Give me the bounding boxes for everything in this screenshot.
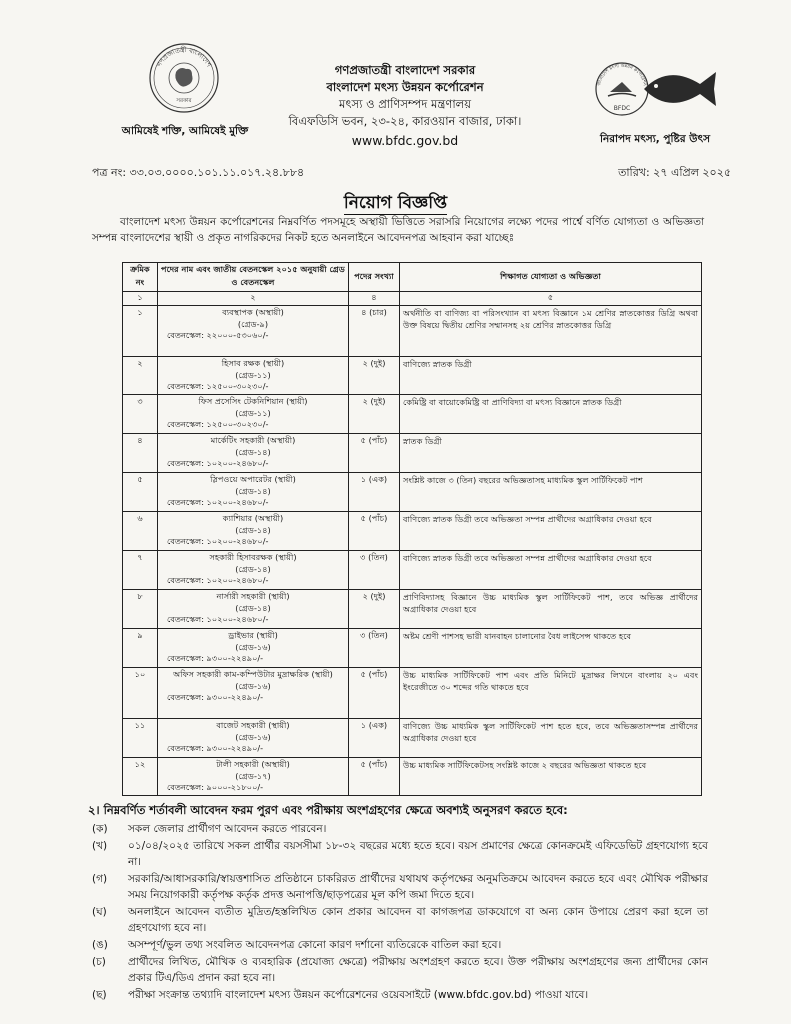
count-cell: ৩ (তিন): [349, 629, 400, 668]
serial-cell: ১০: [123, 668, 158, 719]
count-cell: ৫ (পাঁচ): [349, 668, 400, 719]
bfdc-fish-logo-icon: [592, 58, 720, 120]
col-qual-header: শিক্ষাগত যোগ্যতা ও অভিজ্ঞতা: [400, 263, 702, 292]
svg-text:গণপ্রজাতন্ত্রী বাংলাদেশ: [155, 45, 214, 69]
count-cell: ১ (এক): [349, 719, 400, 758]
memo-number: পত্র নং: ৩৩.০৩.০০০০.১০১.১১.০১৭.২৪.৮৮৪: [92, 166, 305, 179]
conditions-heading: ২। নিম্নবর্ণিত শর্তাবলী আবেদন ফরম পুরণ এবং পরীক্ষায় অংশগ্রহণের ক্ষেত্রে অবশ্যই অনুসরণ করতে হবে:: [88, 803, 568, 817]
count-cell: ৫ (পাঁচ): [349, 434, 400, 473]
post-payscale: বেতনস্কেল: ১০২০০-২৪৬৮০/-: [167, 536, 269, 546]
post-cell: [158, 719, 349, 758]
post-grade: (গ্রেড-১৬): [235, 680, 271, 691]
qualification-cell: বাণিজ্যে স্নাতক ডিগ্রী: [400, 357, 702, 395]
conditions-list: [92, 821, 708, 1004]
post-name: ড্রাইভার (স্থায়ী): [228, 630, 278, 640]
serial-cell: ৫: [123, 473, 158, 512]
post-cell: [158, 357, 349, 395]
serial-cell: ৭: [123, 551, 158, 590]
post-grade: (গ্রেড-১৪): [235, 446, 271, 457]
post-payscale: বেতনস্কেল: ৯৩০০-২২৪৯০/-: [167, 653, 264, 663]
corporation-name: বাংলাদেশ মৎস্য উন্নয়ন কর্পোরেশন: [326, 80, 484, 94]
post-name: ক্যাশিয়ার (অস্থায়ী): [222, 513, 284, 523]
serial-cell: ৩: [123, 395, 158, 434]
column-number: ৪: [349, 292, 400, 306]
post-cell: [158, 551, 349, 590]
column-number: ৫: [400, 292, 702, 306]
post-grade: (গ্রেড-১৭): [235, 770, 271, 781]
post-name: হিসাব রক্ষক (স্থায়ী): [221, 358, 285, 368]
list-item: [92, 904, 708, 936]
count-cell: ২ (দুই): [349, 395, 400, 434]
table-row: [123, 668, 702, 719]
post-cell: [158, 758, 349, 796]
ministry-name: মৎস্য ও প্রাণিসম্পদ মন্ত্রণালয়: [338, 97, 472, 111]
table-row: [123, 306, 702, 357]
post-name: অফিস সহকারী কাম-কম্পিউটার মুদ্রাক্ষরিক (স্থায়ী): [173, 669, 333, 679]
logo-text: বাংলাদেশ মৎস্য উন্নয়ন কর্পোরেশন: [597, 63, 647, 87]
post-name: ফিস প্রসেসিং টেকনিশিয়ান (স্থায়ী): [198, 396, 308, 406]
table-row: [123, 719, 702, 758]
post-payscale: বেতনস্কেল: ২২০০০-৫৩০৬০/-: [167, 330, 269, 340]
post-cell: [158, 434, 349, 473]
post-grade: (গ্রেড-১১): [235, 369, 271, 380]
serial-cell: ১২: [123, 758, 158, 796]
post-name: মার্কেটিং সহকারী (অস্থায়ী): [210, 435, 296, 445]
logo-abbr: BFDC: [613, 105, 631, 112]
count-cell: ২ (দুই): [349, 357, 400, 395]
notice-title-text: নিয়োগ বিজ্ঞপ্তি: [343, 193, 448, 213]
letterhead: [260, 62, 550, 149]
condition-text: প্রার্থীদের লিখিত, মৌখিক ও ব্যবহারিক (প্রযোজ্য ক্ষেত্রে) পরীক্ষায় অংশগ্রহণ করতে হবে। উক্ত পরীক্ষায় অংশগ্রহণের জন্য প্রার্থীদের কোন প্রকার টিএ/ডিএ প্রদান করা হবে না।: [128, 956, 708, 984]
memo-date: তারিখ: ২৭ এপ্রিল ২০২৫: [618, 166, 731, 179]
qualification-cell: প্রাণিবিদ্যাসহ বিজ্ঞানে উচ্চ মাধ্যমিক স্কুল সার্টিফিকেট পাশ, তবে অভিজ্ঞ প্রার্থীদের অগ্রাধিকার দেওয়া হবে: [400, 590, 702, 629]
table-row: [123, 512, 702, 551]
serial-cell: ৮: [123, 590, 158, 629]
table-row: [123, 551, 702, 590]
post-cell: [158, 629, 349, 668]
post-grade: (গ্রেড-১৪): [235, 524, 271, 535]
website-link[interactable]: www.bfdc.gov.bd: [351, 133, 459, 148]
column-number: ১: [123, 292, 158, 306]
list-item: [92, 937, 708, 953]
seal-subtext: সরকার: [176, 98, 192, 104]
condition-text: সকল জেলার প্রার্থীগণ আবেদন করতে পারবেন।: [128, 823, 327, 835]
office-address: বিএফডিসি ভবন, ২৩-২৪, কারওয়ান বাজার, ঢাকা।: [288, 114, 522, 128]
list-item: [92, 987, 708, 1003]
government-seal-icon: [148, 42, 220, 114]
table-row: [123, 357, 702, 395]
condition-text: অসম্পূর্ণ/ভুল তথ্য সংবলিত আবেদনপত্র কোনো কারণ দর্শানো ব্যতিরেকে বাতিল করা হবে।: [128, 939, 502, 951]
post-name: নার্সারী সহকারী (স্থায়ী): [216, 591, 290, 601]
post-grade: (গ্রেড-১১): [235, 407, 271, 418]
table-row: [123, 395, 702, 434]
condition-text: অনলাইনে আবেদন ব্যতীত মুদ্রিত/হস্তলিখিত কোন প্রকার আবেদন বা কাগজপত্র ডাকযোগে বা অন্য কোন উপায়ে প্রেরণ করা হলে তা গ্রহণযোগ্য হবে না।: [128, 906, 708, 934]
table-row: [123, 758, 702, 796]
post-name: স্লিপওয়ে অপারেটর (স্থায়ী): [210, 474, 296, 484]
condition-marker: (ক): [92, 823, 108, 835]
motto-left: আমিষেই শক্তি, আমিষেই মুক্তি: [121, 125, 249, 137]
post-payscale: বেতনস্কেল: ৯৩০০-২২৪৯০/-: [167, 743, 264, 753]
post-grade: (গ্রেড-৯): [237, 318, 269, 329]
post-name: ব্যবস্থাপক (অস্থায়ী): [222, 307, 284, 317]
post-grade: (গ্রেড-১৬): [235, 731, 271, 742]
column-number-row: [123, 292, 702, 306]
serial-cell: ৯: [123, 629, 158, 668]
table-row: [123, 629, 702, 668]
condition-marker: (ঘ): [92, 906, 107, 918]
count-cell: ৩ (তিন): [349, 551, 400, 590]
govt-name: গণপ্রজাতন্ত্রী বাংলাদেশ সরকার: [334, 63, 476, 77]
post-cell: [158, 512, 349, 551]
post-payscale: বেতনস্কেল: ১০২০০-২৪৬৮০/-: [167, 575, 269, 585]
post-payscale: বেতনস্কেল: ১০২০০-২৪৬৮০/-: [167, 497, 269, 507]
table-row: [123, 434, 702, 473]
post-cell: [158, 668, 349, 719]
count-cell: ৫ (পাঁচ): [349, 512, 400, 551]
post-payscale: বেতনস্কেল: ১২৫০০-৩০২৩০/-: [167, 419, 269, 429]
post-payscale: বেতনস্কেল: ১০২০০-২৪৬৮০/-: [167, 614, 269, 624]
qualification-cell: কেমিষ্ট্রি বা বায়োকেমিষ্ট্রি বা প্রাণিবিদ্যা বা মৎস্য বিজ্ঞানে স্নাতক ডিগ্রী: [400, 395, 702, 434]
count-cell: ২ (দুই): [349, 590, 400, 629]
count-cell: ৫ (পাঁচ): [349, 758, 400, 796]
list-item: [92, 954, 708, 986]
qualification-cell: সংশ্লিষ্ট কাজে ৩ (তিন) বছরের অভিজ্ঞতাসহ মাধ্যমিক স্কুল সার্টিফিকেট পাশ: [400, 473, 702, 512]
condition-text: সরকারি/আধাসরকারি/স্বায়ত্তশাসিত প্রতিষ্ঠানে চাকরিরত প্রার্থীদের যথাযথ কর্তৃপক্ষের অনুমতিক্রমে আবেদন করতে হবে এবং মৌখিক পরীক্ষার সময় নিয়োগকারী কর্তৃপক্ষ কর্তৃক প্রদত্ত অনাপত্তি/ছাড়পত্রের মূল কপি জমা দিতে হবে।: [128, 873, 708, 901]
notice-intro: বাংলাদেশ মৎস্য উন্নয়ন কর্পোরেশনের নিম্নবর্ণিত পদসমূহে অস্থায়ী ভিত্তিতে সরাসরি নিয়োগের লক্ষ্যে পদের পার্শ্বে বর্ণিত যোগ্যতা ও অভিজ্ঞতা সম্পন্ন বাংলাদেশের স্থায়ী ও প্রকৃত নাগরিকদের নিকট হতে অনলাইনে আবেদনপত্র আহবান করা যাচ্ছেঃ: [92, 216, 704, 244]
col-post-header: পদের নাম এবং জাতীয় বেতনস্কেল ২০১৫ অনুযায়ী গ্রেড ও বেতনস্কেল: [158, 263, 349, 292]
post-grade: (গ্রেড-১৪): [235, 563, 271, 574]
post-cell: [158, 590, 349, 629]
qualification-cell: অর্থনীতি বা বাণিজ্য বা পরিসংখ্যান বা মৎস্য বিজ্ঞানে ১ম শ্রেণির স্নাতকোত্তর ডিগ্রি অথবা উক্ত বিষয়ে দ্বিতীয় শ্রেণির সম্মানসহ ২য় শ্রেণির স্নাতকোত্তর ডিগ্রি: [400, 306, 702, 357]
post-grade: (গ্রেড-১৪): [235, 602, 271, 613]
post-grade: (গ্রেড-১৪): [235, 485, 271, 496]
qualification-cell: স্নাতক ডিগ্রী: [400, 434, 702, 473]
condition-marker: (খ): [92, 840, 108, 852]
list-item: [92, 821, 708, 837]
list-item: [92, 838, 708, 870]
motto-right: নিরাপদ মৎস্য, পুষ্টির উৎস: [599, 133, 711, 145]
table-row: [123, 590, 702, 629]
serial-cell: ৪: [123, 434, 158, 473]
serial-cell: ৬: [123, 512, 158, 551]
post-payscale: বেতনস্কেল: ১০২০০-২৪৬৮০/-: [167, 458, 269, 468]
qualification-cell: বাণিজ্যে স্নাতক ডিগ্রী তবে অভিজ্ঞতা সম্পন্ন প্রার্থীদের অগ্রাধিকার দেওয়া হবে: [400, 512, 702, 551]
post-grade: (গ্রেড-১৬): [235, 641, 271, 652]
qualification-cell: বাণিজ্যে স্নাতক ডিগ্রী তবে অভিজ্ঞতা সম্পন্ন প্রার্থীদের অগ্রাধিকার দেওয়া হবে: [400, 551, 702, 590]
condition-marker: (ঙ): [92, 939, 108, 951]
post-name: বাজেট সহকারী (স্থায়ী): [216, 720, 290, 730]
qualification-cell: অষ্টম শ্রেণী পাশসহ ভারী যানবাহন চালানোর বৈধ লাইসেন্স থাকতে হবে: [400, 629, 702, 668]
serial-cell: ১১: [123, 719, 158, 758]
table-row: [123, 473, 702, 512]
serial-cell: ২: [123, 357, 158, 395]
post-cell: [158, 473, 349, 512]
seal-text: গণপ্রজাতন্ত্রী বাংলাদেশ: [155, 45, 214, 69]
condition-marker: (চ): [92, 956, 106, 968]
count-cell: ১ (এক): [349, 473, 400, 512]
qualification-cell: উচ্চ মাধ্যমিক সার্টিফিকেট পাশ এবং প্রতি মিনিটে মুদ্রাক্ষর লিখনে বাংলায় ২০ এবং ইংরেজীতে ৩০ শব্দের গতি থাকতে হবে: [400, 668, 702, 719]
post-payscale: বেতনস্কেল: ৯০০০-২১৮০০/-: [167, 782, 264, 792]
post-name: সহকারী হিসাবরক্ষক (স্থায়ী): [209, 552, 297, 562]
condition-text: ০১/০৪/২০২৫ তারিখে সকল প্রার্থীর বয়সসীমা ১৮-৩২ বছরের মধ্যে হতে হবে। বয়স প্রমাণের ক্ষেত্রে কোনক্রমেই এফিডেভিট গ্রহণযোগ্য হবে না।: [128, 840, 708, 868]
post-name: টালী সহকারী (অস্থায়ী): [216, 759, 290, 769]
col-serial-header: ক্রমিক নং: [123, 263, 158, 292]
qualification-cell: উচ্চ মাধ্যমিক সার্টিফিকেটসহ সংশ্লিষ্ট কাজে ২ বছরের অভিজ্ঞতা থাকতে হবে: [400, 758, 702, 796]
condition-marker: (গ): [92, 873, 108, 885]
col-count-header: পদের সংখ্যা: [349, 263, 400, 292]
qualification-cell: বাণিজ্যে উচ্চ মাধ্যমিক স্কুল সার্টিফিকেট পাশ হতে হবে, তবে অভিজ্ঞতাসম্পন্ন প্রার্থীদের অগ্রাধিকার দেওয়া হবে: [400, 719, 702, 758]
column-number: ২: [158, 292, 349, 306]
post-payscale: বেতনস্কেল: ১২৫০০-৩০২৩০/-: [167, 381, 269, 391]
serial-cell: ১: [123, 306, 158, 357]
vacancy-table: [122, 262, 702, 796]
list-item: [92, 871, 708, 903]
condition-marker: (ছ): [92, 989, 107, 1001]
count-cell: ৪ (চার): [349, 306, 400, 357]
post-cell: [158, 395, 349, 434]
post-payscale: বেতনস্কেল: ৯৩০০-২২৪৯০/-: [167, 692, 264, 702]
post-cell: [158, 306, 349, 357]
condition-text: পরীক্ষা সংক্রান্ত তথ্যাদি বাংলাদেশ মৎস্য উন্নয়ন কর্পোরেশনের ওয়েবসাইটে (www.bfdc.gov.bd) পাওয়া যাবে।: [128, 989, 589, 1001]
